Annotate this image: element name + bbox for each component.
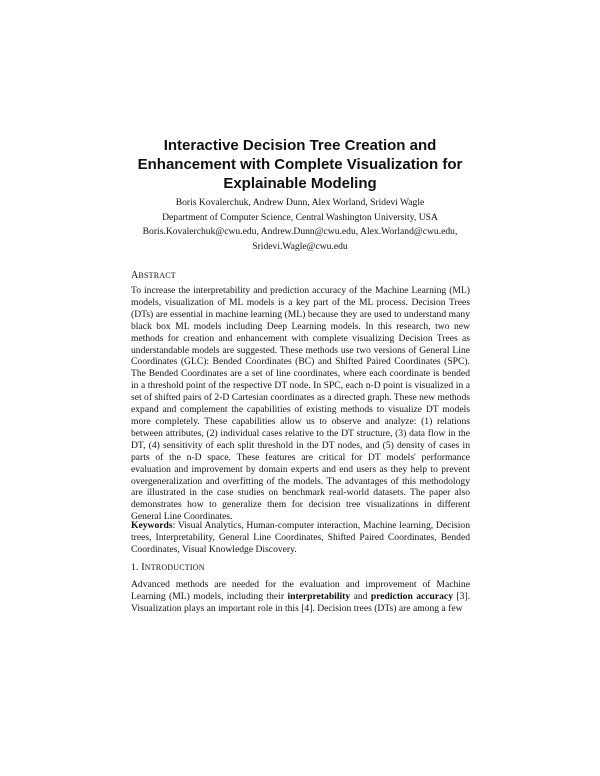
author-names: Boris Kovalerchuk, Andrew Dunn, Alex Worland, Sridevi Wagle [175, 197, 425, 208]
intro-bold-interpretability: interpretability [287, 590, 351, 602]
introduction-number: 1. [131, 562, 142, 573]
introduction-heading-rest: NTRODUCTION [144, 563, 205, 572]
author-emails-line-1: Boris.Kovalerchuk@cwu.edu, Andrew.Dunn@cwu.edu, Alex.Worland@cwu.edu, [142, 226, 458, 237]
abstract-heading-rest: BSTRACT [138, 271, 176, 280]
title-line-3: Explainable Modeling [223, 175, 377, 192]
author-block [60, 196, 540, 254]
paper-title [100, 136, 500, 193]
intro-segment-2: and [350, 590, 371, 602]
abstract-heading [131, 270, 176, 281]
keywords-list: : Visual Analytics, Human-computer interaction, Machine learning, Decision trees, Interpretability, General Line Coordinates, Shifted Paired Coordinates, Bended Coordinates, Visual Knowledge Discovery. [131, 520, 470, 555]
keywords-label: Keywords [131, 520, 173, 531]
author-affiliation: Department of Computer Science, Central Washington University, USA [162, 211, 438, 223]
title-line-2: Enhancement with Complete Visualization for [137, 156, 463, 173]
introduction-text [131, 579, 470, 615]
abstract-text: To increase the interpretability and prediction accuracy of the Machine Learning (ML) models, visualization of ML models is a key part of the ML process. Decision Trees (DTs) are essential in machine learning (ML) because they are used to understand many black box ML models including Deep Learning models. In this research, two new methods for creation and enhancement with complete visualizing Decision Trees as understandable models are suggested. These methods use two versions of General Line Coordinates (GLC): Bended Coordinates (BC) and Shifted Paired Coordinates (SPC). The Bended Coordinates are a set of line coordinates, where each coordinate is bended in a threshold point of the respective DT node. In SPC, each n-D point is visualized in a set of shifted pairs of 2-D Cartesian coordinates as a directed graph. These new methods expand and complement the capabilities of existing methods to visualize DT models more completely. These capabilities allow us to observe and analyze: (1) relations between attributes, (2) individual cases relative to the DT structure, (3) data flow in the DT, (4) sensitivity of each split threshold in the DT nodes, and (5) density of cases in parts of the n-D space. These features are critical for DT models' performance evaluation and improvement by domain experts and end users as they help to prevent overgeneralization and overfitting of the models. The advantages of this methodology are illustrated in the case studies on benchmark real-world datasets. The paper also demonstrates how to generalize them for decision tree visualizations in different General Line Coordinates. [131, 285, 470, 523]
abstract-heading-initial: A [131, 270, 139, 281]
intro-bold-prediction-accuracy: prediction accuracy [370, 590, 453, 602]
intro-segment-1: Advanced methods are needed for the evaluation and improvement of Machine Learning (ML) models, including their [131, 579, 470, 602]
keywords-paragraph [131, 520, 470, 556]
intro-segment-3: [3]. Visualization plays an important role in this [4]. Decision trees (DTs) are among a few [131, 590, 471, 614]
introduction-heading [131, 562, 205, 573]
title-line-1: Interactive Decision Tree Creation and [163, 137, 437, 154]
introduction-heading-initial: I [141, 562, 145, 573]
author-emails-line-2: Sridevi.Wagle@cwu.edu [252, 240, 348, 252]
